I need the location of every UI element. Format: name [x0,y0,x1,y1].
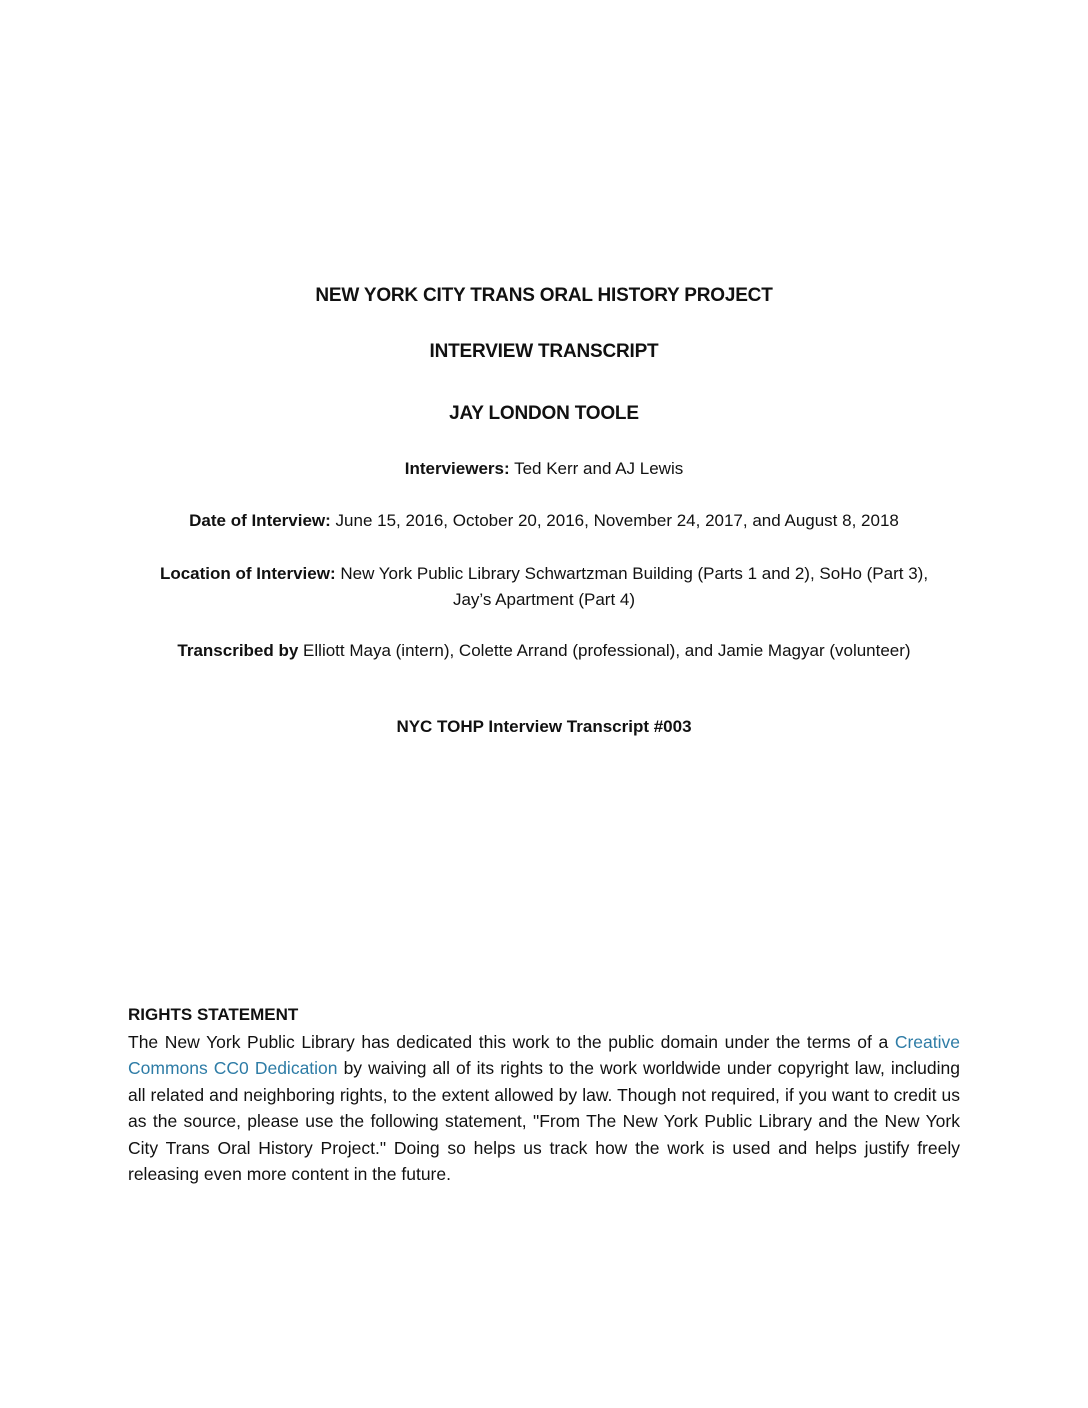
interviewers-line [120,456,968,482]
transcribed-label: Transcribed by [177,641,299,660]
transcript-number: NYC TOHP Interview Transcript #003 [396,717,692,736]
location-label: Location of Interview: [159,564,336,583]
date-value: June 15, 2016, October 20, 2016, November 24, 2017, and August 8, 2018 [330,511,899,530]
transcribed-line [150,638,938,664]
narrator-name: JAY LONDON TOOLE [449,403,639,424]
transcribed-value: Elliott Maya (intern), Colette Arrand (professional), and Jamie Magyar (volunteer) [298,641,911,660]
location-line [140,561,948,613]
rights-body [128,1029,960,1188]
rights-text-before-link: The New York Public Library has dedicated this work to the public domain under the terms of a [128,1031,895,1052]
rights-statement [128,1002,960,1188]
rights-text-after-link: by waiving all of its rights to the work worldwide under copyright law, including all related and neighboring rights, to the extent allowed by law. Though not required, if you want to credit us as the source, please use the following statement, "From The New York Public Library and the New York City Trans Oral History Project." Doing so helps us track how the work is used and helps justify freely releasing even more content in the future. [128,1058,960,1184]
rights-heading: RIGHTS STATEMENT [128,1005,299,1024]
date-line [120,508,968,534]
location-value: New York Public Library Schwartzman Building (Parts 1 and 2), SoHo (Part 3), Jay’s Apartment (Part 4) [335,564,929,609]
cc0-dedication-link[interactable]: Creative Commons CC0 Dedication [128,1031,960,1078]
date-label: Date of Interview: [189,511,331,530]
project-title: NEW YORK CITY TRANS ORAL HISTORY PROJECT [315,285,773,306]
interviewers-label: Interviewers: [404,459,510,478]
document-type-heading: INTERVIEW TRANSCRIPT [429,341,659,362]
interviewers-value: Ted Kerr and AJ Lewis [509,459,684,478]
